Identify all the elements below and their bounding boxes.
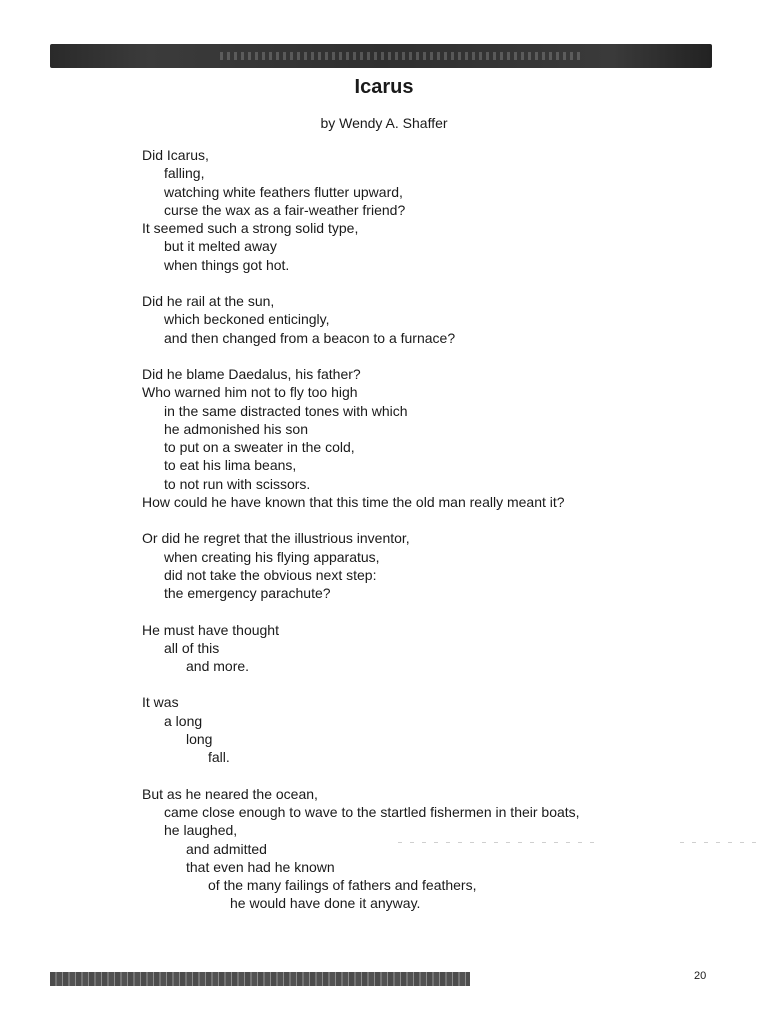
poem-line: and more. [186, 658, 250, 675]
stanza-gap [142, 603, 702, 621]
stanza-gap [142, 767, 702, 785]
poem-line: How could he have known that this time the old man really meant it? [142, 494, 565, 511]
stanza [142, 529, 702, 602]
stanza [142, 621, 702, 676]
poem-line: of the many failings of fathers and feathers, [208, 877, 477, 894]
stanza [142, 365, 702, 511]
poem-line: Who warned him not to fly too high [142, 384, 358, 401]
page-number: 20 [694, 970, 707, 982]
stanza-gap [142, 511, 702, 529]
poem-line: and admitted [186, 840, 267, 857]
poem-line: to put on a sweater in the cold, [164, 439, 355, 456]
poem-line: He must have thought [142, 621, 279, 638]
poem-line: curse the wax as a fair-weather friend? [164, 201, 406, 218]
poem-line: a long [164, 712, 203, 729]
stanza [142, 146, 702, 274]
poem-line: Did he blame Daedalus, his father? [142, 365, 361, 382]
poem-line: to not run with scissors. [164, 475, 311, 492]
poem-line: which beckoned enticingly, [164, 311, 330, 328]
poem-line: Did he rail at the sun, [142, 293, 275, 310]
poem-line: Or did he regret that the illustrious inventor, [142, 530, 410, 547]
header-banner [50, 44, 712, 68]
footer-banner [50, 972, 470, 986]
poem-line: all of this [164, 639, 220, 656]
poem-line: the emergency parachute? [164, 585, 331, 602]
scan-artifact [680, 842, 760, 843]
scan-artifact [398, 842, 598, 843]
poem-line: But as he neared the ocean, [142, 785, 318, 802]
poem-line: he admonished his son [164, 420, 308, 437]
poem-line: falling, [164, 165, 205, 182]
poem-line: when creating his flying apparatus, [164, 548, 380, 565]
poem-byline: by Wendy A. Shaffer [320, 115, 448, 131]
stanza [142, 693, 702, 766]
stanza [142, 292, 702, 347]
poem-line: that even had he known [186, 858, 335, 875]
header-banner-text-obscured [220, 52, 580, 60]
poem-line: to eat his lima beans, [164, 457, 297, 474]
poem-line: he laughed, [164, 822, 238, 839]
stanza [142, 785, 702, 913]
poem-body [142, 146, 702, 913]
poem-line: he would have done it anyway. [230, 895, 421, 912]
poem-line: when things got hot. [164, 256, 290, 273]
poem-title: Icarus [354, 76, 414, 98]
poem-line: Did Icarus, [142, 147, 209, 163]
poem-line: It seemed such a strong solid type, [142, 220, 359, 237]
poem-line: fall. [208, 749, 230, 766]
poem-line: in the same distracted tones with which [164, 402, 408, 419]
stanza-gap [142, 274, 702, 292]
stanza-gap [142, 347, 702, 365]
poem-line: did not take the obvious next step: [164, 566, 377, 583]
poem-line: and then changed from a beacon to a furnace? [164, 329, 456, 346]
stanza-gap [142, 675, 702, 693]
poem-line: came close enough to wave to the startled fishermen in their boats, [164, 803, 580, 820]
poem-line: It was [142, 694, 179, 711]
poem-line: long [186, 731, 213, 748]
poem-line: watching white feathers flutter upward, [164, 183, 403, 200]
poem-line: but it melted away [164, 238, 277, 255]
